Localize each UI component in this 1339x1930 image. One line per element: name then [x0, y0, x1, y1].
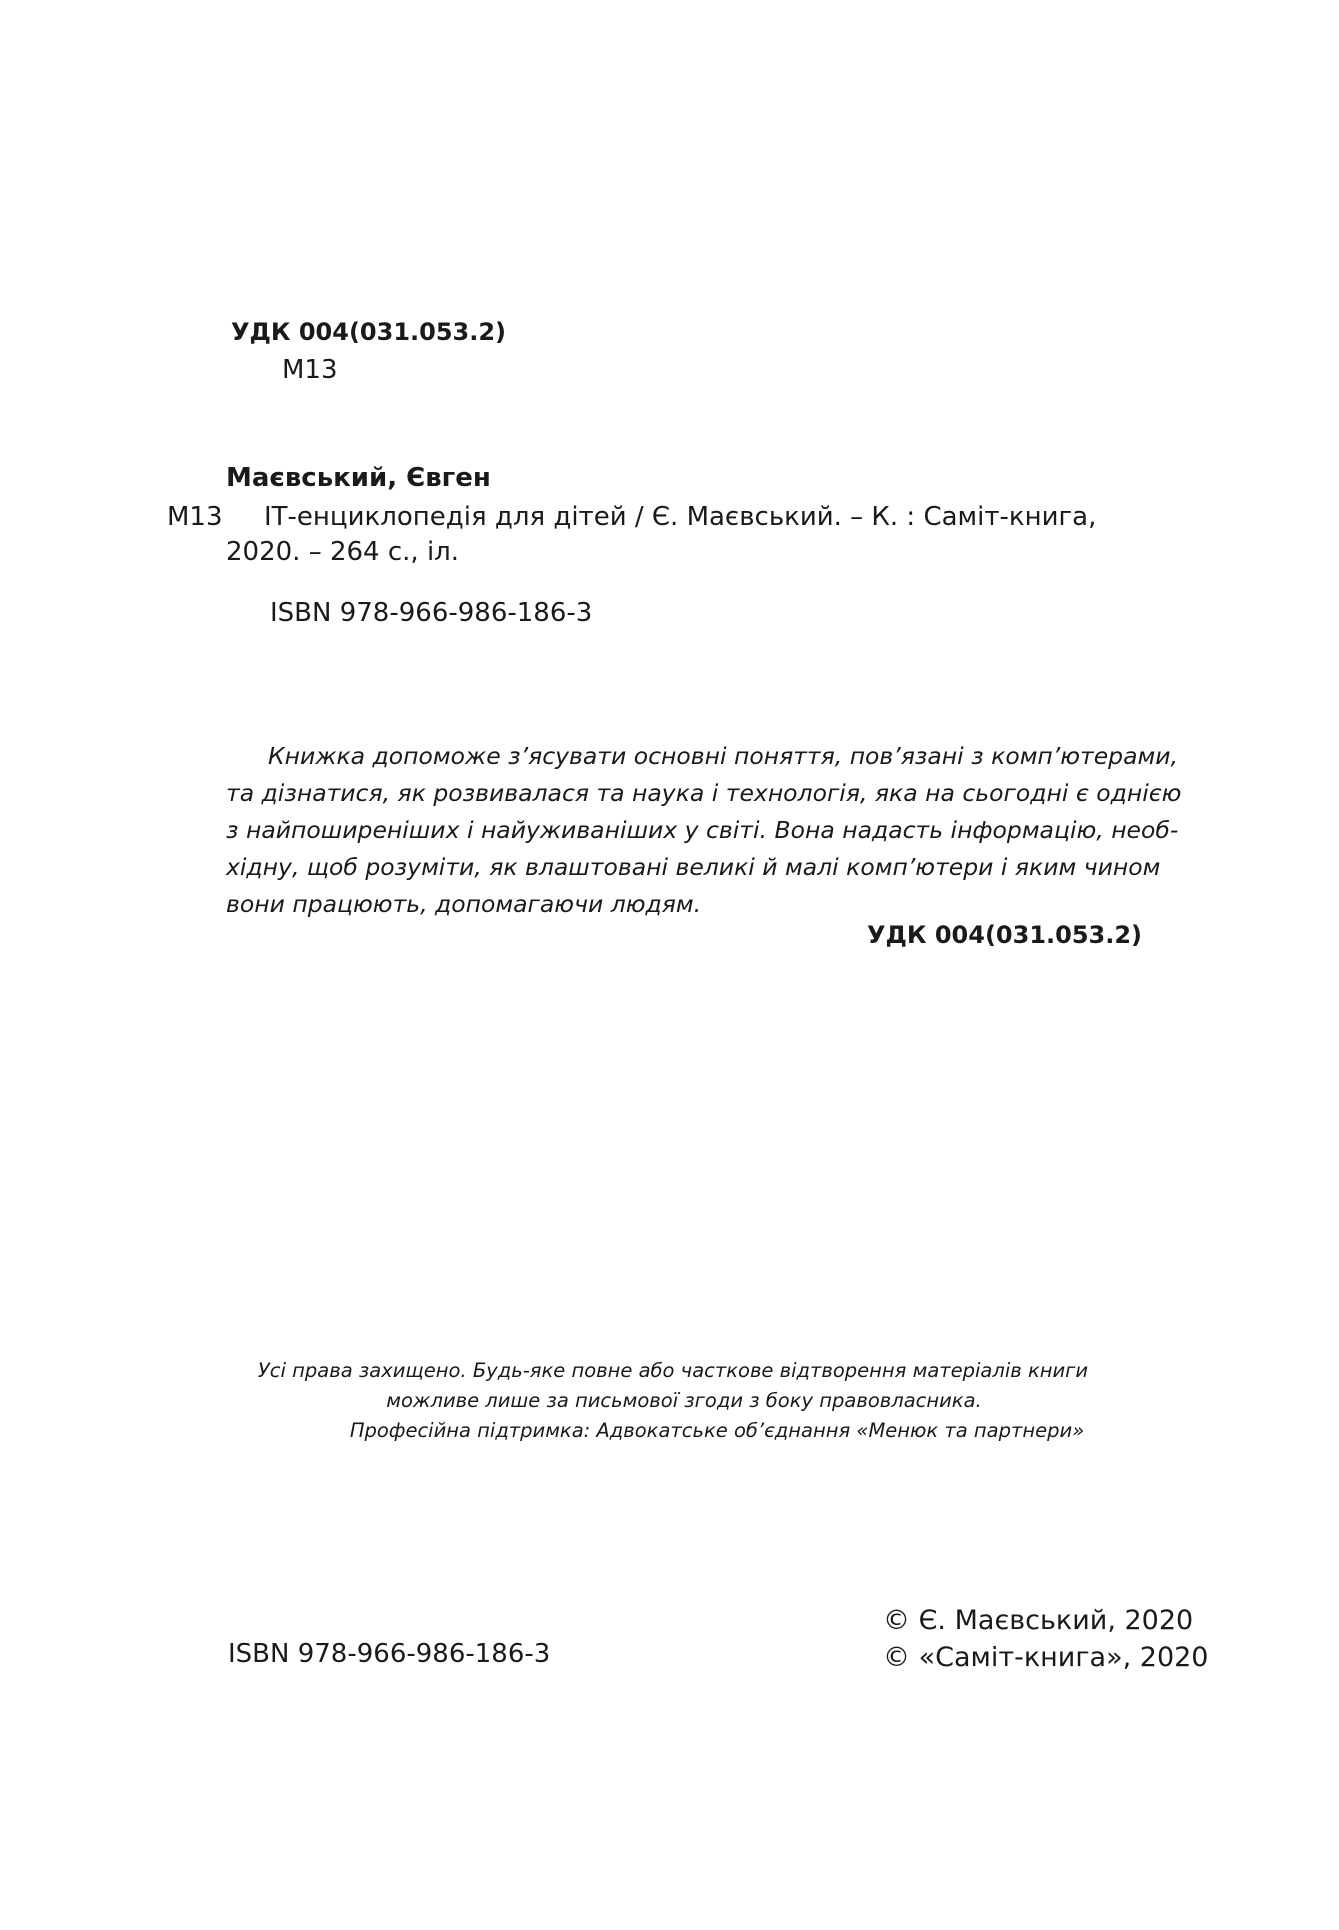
rights-line-3: Професійна підтримка: Адвокатське об’єднання «Менюк та партнери»: [349, 1419, 1085, 1442]
isbn-record: ISBN 978-966-986-186-3: [270, 598, 593, 628]
annotation-line: з найпоширеніших і найуживаніших у світі. Вона надасть інформацію, необ-: [226, 816, 1179, 844]
annotation-paragraph: [226, 738, 1182, 923]
rights-notice: [150, 1356, 1180, 1446]
annotation-line: вони працюють, допомагаючи людям.: [226, 890, 702, 918]
udk-code-top: УДК 004(031.053.2): [231, 318, 507, 346]
annotation-line: хідну, щоб розуміти, як влаштовані великі й малі комп’ютери і яким чином: [226, 853, 1161, 881]
bibliographic-description-line-2: 2020. – 264 с., іл.: [226, 537, 460, 567]
author-index-record: М13: [167, 502, 223, 532]
annotation-line: Книжка допоможе з’ясувати основні поняття, пов’язані з комп’ютерами,: [268, 742, 1178, 770]
udk-code-bottom: УДК 004(031.053.2): [867, 921, 1143, 949]
rights-line-2: можливе лише за письмової згоди з боку правовласника.: [386, 1389, 982, 1412]
rights-line-1: Усі права захищено. Будь-яке повне або часткове відтворення матеріалів книги: [257, 1359, 1089, 1382]
copyright-publisher: © «Саміт-книга», 2020: [883, 1642, 1209, 1673]
annotation-line: та дізнатися, як розвивалася та наука і технологія, яка на сьогодні є однією: [226, 779, 1182, 807]
author-index-top: М13: [282, 355, 338, 385]
copyright-author: © Є. Маєвський, 2020: [883, 1605, 1194, 1636]
bibliographic-description-line-1: ІТ-енциклопедія для дітей / Є. Маєвський. – К. : Саміт-книга,: [264, 502, 1097, 532]
author-name: Маєвський, Євген: [226, 463, 491, 493]
isbn-footer: ISBN 978-966-986-186-3: [228, 1639, 551, 1669]
